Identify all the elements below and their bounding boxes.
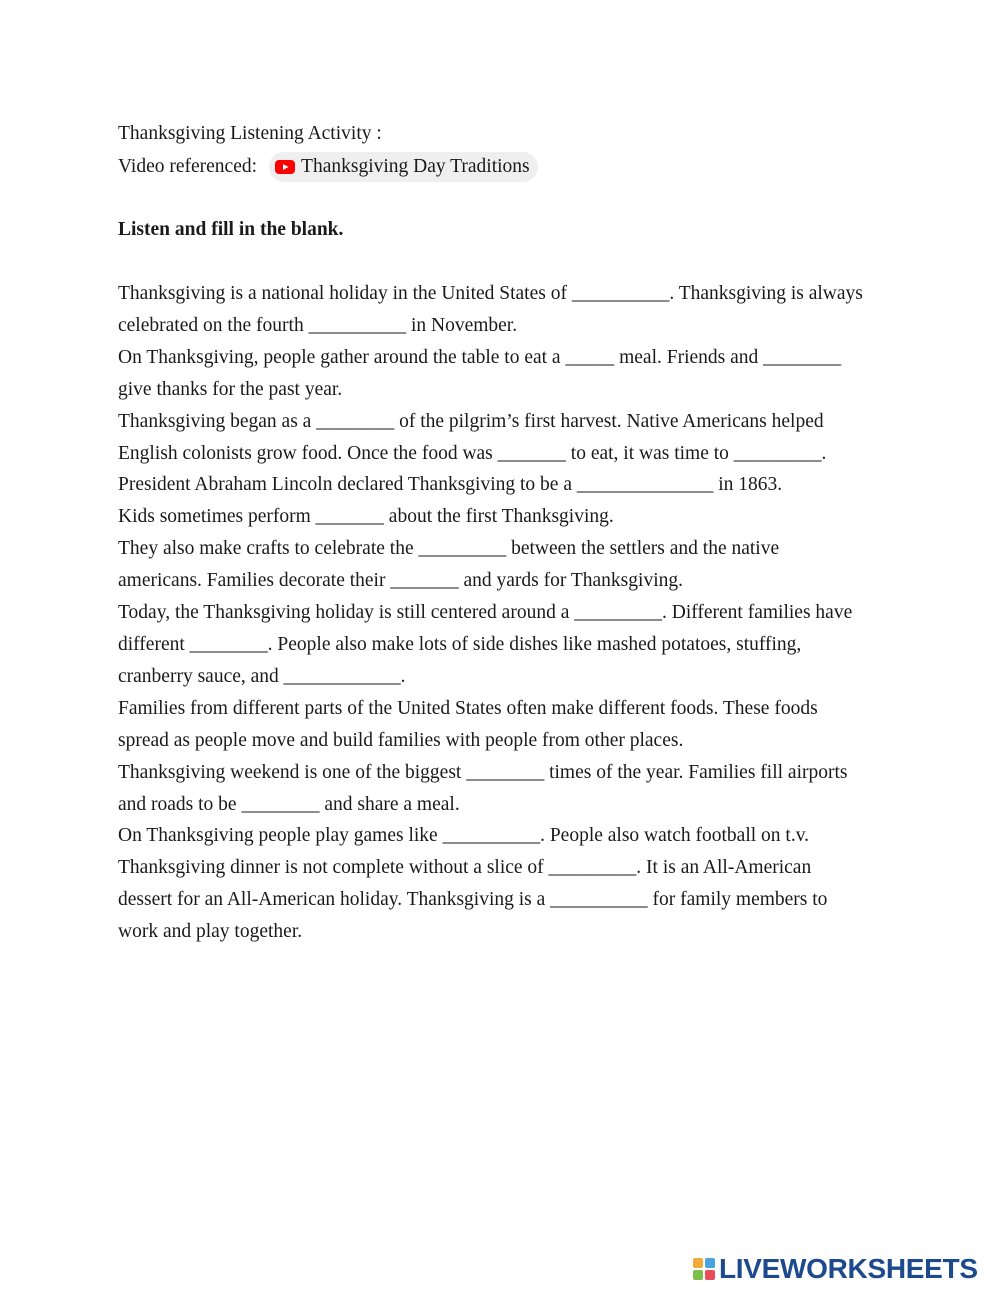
text-line: work and play together. (118, 921, 303, 943)
logo-block (693, 1270, 703, 1280)
video-link-text: Thanksgiving Day Traditions (301, 156, 530, 177)
logo-block (705, 1270, 715, 1280)
video-reference-row (118, 150, 898, 184)
youtube-icon (275, 160, 295, 174)
text-line: cranberry sauce, and ____________. (118, 665, 406, 687)
worksheet-title: Thanksgiving Listening Activity : (118, 123, 382, 144)
text-line: Kids sometimes perform _______ about the first Thanksgiving. (118, 506, 614, 528)
text-line: give thanks for the past year. (118, 378, 343, 400)
text-line: different ________. People also make lots of side dishes like mashed potatoes, stuffing, (118, 633, 802, 655)
text-line: and roads to be ________ and share a meal. (118, 793, 460, 815)
text-line: They also make crafts to celebrate the _________ between the settlers and the native (118, 538, 780, 560)
text-line: dessert for an All-American holiday. Thanksgiving is a __________ for family members to (118, 889, 828, 911)
logo-text: LIVEWORKSHEETS (719, 1253, 978, 1284)
text-line: On Thanksgiving, people gather around the table to eat a _____ meal. Friends and ________ (118, 346, 842, 368)
instructions-heading: Listen and fill in the blank. (118, 219, 344, 240)
logo-block (705, 1258, 715, 1268)
text-line: Families from different parts of the United States often make different foods. These foods (118, 697, 818, 719)
logo-blocks-icon (693, 1258, 715, 1280)
text-line: Thanksgiving began as a ________ of the pilgrim’s first harvest. Native Americans helped (118, 410, 824, 432)
fill-in-blank-text (118, 278, 898, 948)
text-line: Today, the Thanksgiving holiday is still centered around a _________. Different families have (118, 602, 853, 624)
video-label: Video referenced: (118, 156, 258, 177)
text-line: President Abraham Lincoln declared Thanksgiving to be a ______________ in 1863. (118, 474, 783, 496)
video-link-chip[interactable] (269, 152, 538, 182)
text-line: Thanksgiving is a national holiday in the United States of __________. Thanksgiving is always (118, 283, 863, 304)
text-line: Thanksgiving weekend is one of the biggest ________ times of the year. Families fill airports (118, 761, 848, 783)
text-line: celebrated on the fourth __________ in November. (118, 314, 518, 336)
liveworksheets-logo (693, 1254, 978, 1284)
text-line: spread as people move and build families with people from other places. (118, 729, 684, 751)
worksheet-page (118, 118, 898, 948)
text-line: English colonists grow food. Once the food was _______ to eat, it was time to _________. (118, 442, 827, 464)
logo-block (693, 1258, 703, 1268)
text-line: Thanksgiving dinner is not complete without a slice of _________. It is an All-American (118, 857, 812, 879)
text-line: On Thanksgiving people play games like __________. People also watch football on t.v. (118, 825, 810, 847)
text-line: americans. Families decorate their _______ and yards for Thanksgiving. (118, 570, 683, 592)
